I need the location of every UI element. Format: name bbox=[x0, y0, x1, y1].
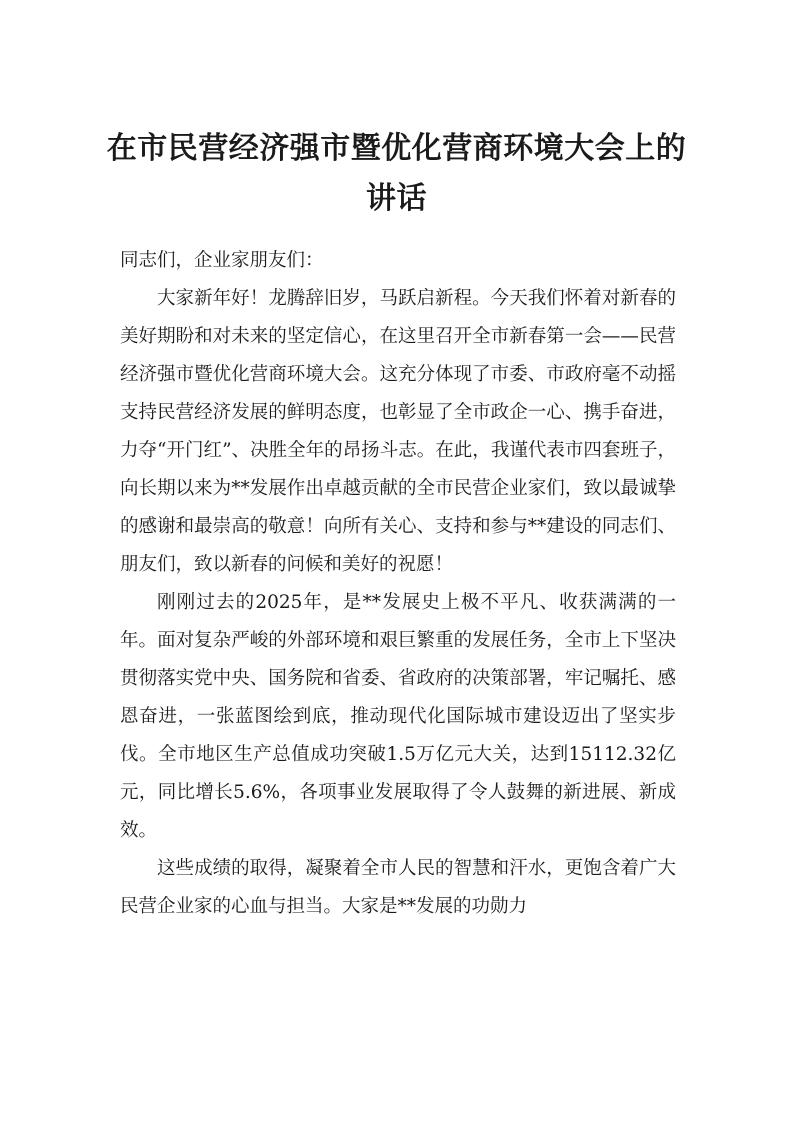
document-title: 在市民营经济强市暨优化营商环境大会上的讲话 bbox=[106, 131, 687, 216]
paragraph-1: 大家新年好！龙腾辞旧岁，马跃启新程。今天我们怀着对新春的美好期盼和对未来的坚定信心，在这里召开全市新春第一会——民营经济强市暨优化营商环境大会。这充分体现了市委、市政府毫不动摇支持民营经济发展的鲜明态度，也彰显了全市政企一心、携手奋进，力夺“开门红”、决胜全年的昂扬斗志。在此，我谨代表市四套班子，向长期以来为**发展作出卓越贡献的全市民营企业家们，致以最诚挚的感谢和最崇高的敬意！向所有关心、支持和参与**建设的同志们、朋友们，致以新春的问候和美好的祝愿！ bbox=[120, 288, 676, 575]
paragraph-3: 这些成绩的取得，凝聚着全市人民的智慧和汗水，更饱含着广大民营企业家的心血与担当。大家是**发展的功勋力 bbox=[120, 858, 676, 917]
paragraph-2: 刚刚过去的2025年，是**发展史上极不平凡、收获满满的一年。面对复杂严峻的外部环境和艰巨繁重的发展任务，全市上下坚决贯彻落实党中央、国务院和省委、省政府的决策部署，牢记嘱托、感恩奋进，一张蓝图绘到底，推动现代化国际城市建设迈出了坚实步伐。全市地区生产总值成功突破1.5万亿元大关，达到15112.32亿元，同比增长5.6%，各项事业发展取得了令人鼓舞的新进展、新成效。 bbox=[120, 592, 676, 841]
salutation: 同志们，企业家朋友们： bbox=[120, 250, 324, 271]
document-body bbox=[120, 242, 676, 926]
